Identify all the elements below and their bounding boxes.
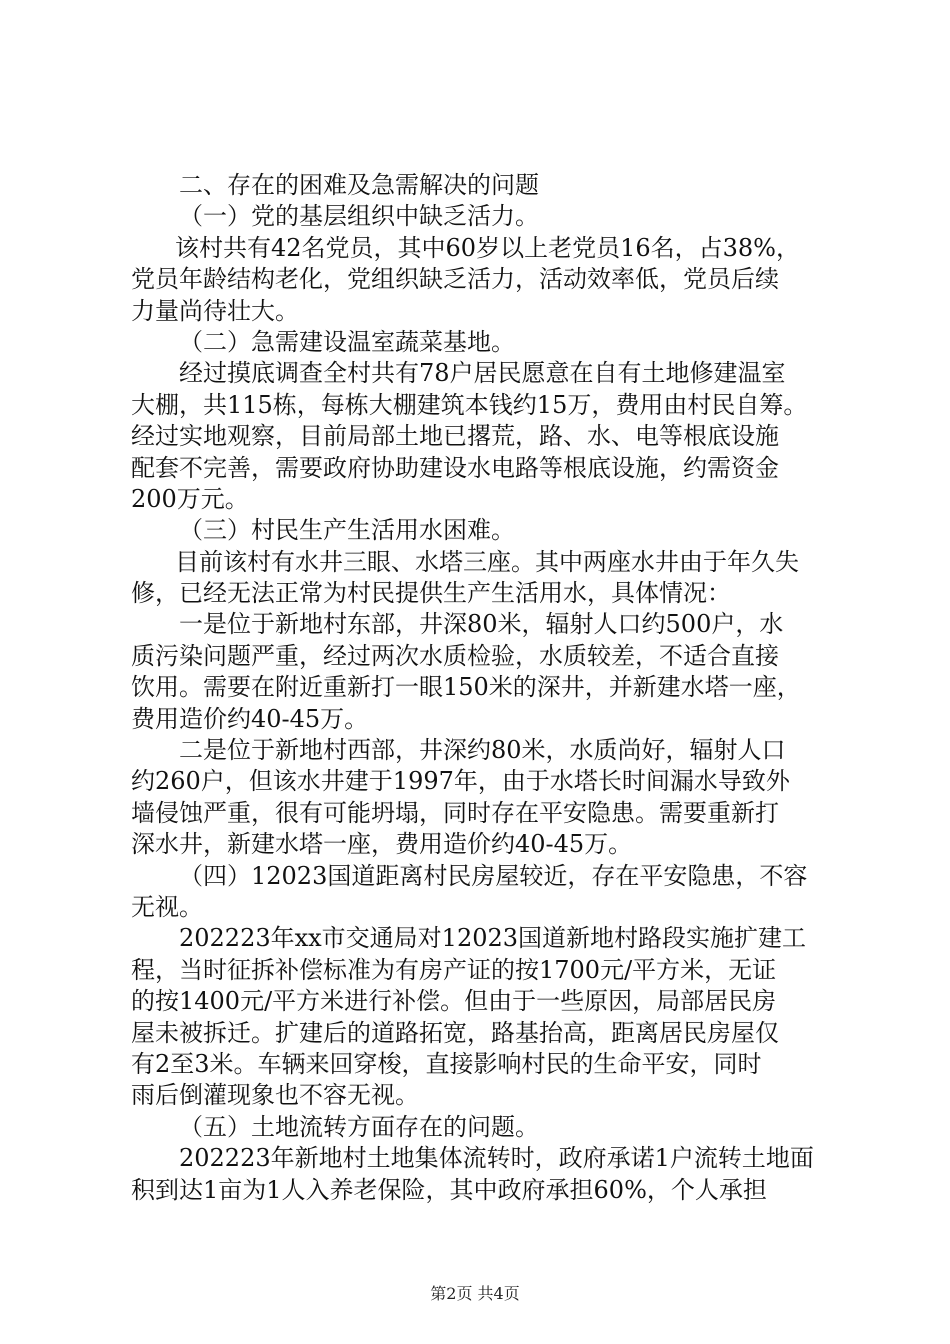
- paragraph-line: 程，当时征拆补偿标准为有房产证的按1700元/平方米，无证: [131, 955, 777, 984]
- paragraph-line: 党员年龄结构老化，党组织缺乏活力，活动效率低，党员后续: [131, 265, 779, 294]
- paragraph-line: 经过摸底调查全村共有78户居民愿意在自有土地修建温室: [179, 359, 786, 388]
- paragraph-line: 二是位于新地村西部，井深约80米，水质尚好，辐射人口: [179, 736, 786, 765]
- paragraph-line: 墙侵蚀严重，很有可能坍塌，同时存在平安隐患。需要重新打: [131, 798, 779, 827]
- paragraph-line: 有2至3米。车辆来回穿梭，直接影响村民的生命平安，同时: [131, 1049, 762, 1078]
- subsection-heading: （四）12023国道距离村民房屋较近，存在平安隐患，不容: [179, 861, 808, 890]
- paragraph-line: 无视。: [131, 892, 203, 921]
- paragraph-line: 深水井，新建水塔一座，费用造价约40-45万。: [131, 830, 633, 859]
- paragraph-line: 质污染问题严重，经过两次水质检验，水质较差，不适合直接: [131, 641, 779, 670]
- subsection-heading: （三）村民生产生活用水困难。: [179, 516, 515, 545]
- paragraph-line: 约260户，但该水井建于1997年，由于水塔长时间漏水导致外: [131, 767, 790, 796]
- paragraph-line: 饮用。需要在附近重新打一眼150米的深井，并新建水塔一座，: [131, 673, 801, 702]
- paragraph-line: 该村共有42名党员，其中60岁以上老党员16名，占38%，: [175, 233, 800, 262]
- paragraph-line: 202223年xx市交通局对12023国道新地村路段实施扩建工: [179, 924, 807, 953]
- paragraph-line: 目前该村有水井三眼、水塔三座。其中两座水井由于年久失: [175, 547, 799, 576]
- paragraph-line: 费用造价约40-45万。: [131, 704, 369, 733]
- paragraph-line: 修，已经无法正常为村民提供生产生活用水，具体情况：: [131, 579, 731, 608]
- subsection-heading: （二）急需建设温室蔬菜基地。: [179, 327, 515, 356]
- page-footer: 第2页 共4页: [430, 1284, 520, 1303]
- document-body: [131, 170, 831, 1206]
- paragraph-line: 力量尚待壮大。: [131, 296, 299, 325]
- paragraph-line: 配套不完善，需要政府协助建设水电路等根底设施，约需资金: [131, 453, 779, 482]
- subsection-heading: （一）党的基层组织中缺乏活力。: [179, 202, 539, 231]
- paragraph-line: 一是位于新地村东部，井深80米，辐射人口约500户，水: [179, 610, 784, 639]
- paragraph-line: 的按1400元/平方米进行补偿。但由于一些原因，局部居民房: [131, 987, 777, 1016]
- paragraph-line: 雨后倒灌现象也不容无视。: [131, 1081, 419, 1110]
- subsection-heading: （五）土地流转方面存在的问题。: [179, 1112, 539, 1141]
- paragraph-line: 经过实地观察，目前局部土地已撂荒，路、水、电等根底设施: [131, 422, 779, 451]
- paragraph-line: 202223年新地村土地集体流转时，政府承诺1户流转土地面: [179, 1144, 814, 1173]
- paragraph-line: 积到达1亩为1人入养老保险，其中政府承担60%，个人承担: [131, 1175, 767, 1204]
- paragraph-line: 大棚，共115栋，每栋大棚建筑本钱约15万，费用由村民自筹。: [131, 390, 808, 419]
- paragraph-line: 屋未被拆迁。扩建后的道路拓宽，路基抬高，距离居民房屋仅: [131, 1018, 779, 1047]
- section-heading: 二、存在的困难及急需解决的问题: [179, 171, 539, 199]
- paragraph-line: 200万元。: [131, 484, 249, 513]
